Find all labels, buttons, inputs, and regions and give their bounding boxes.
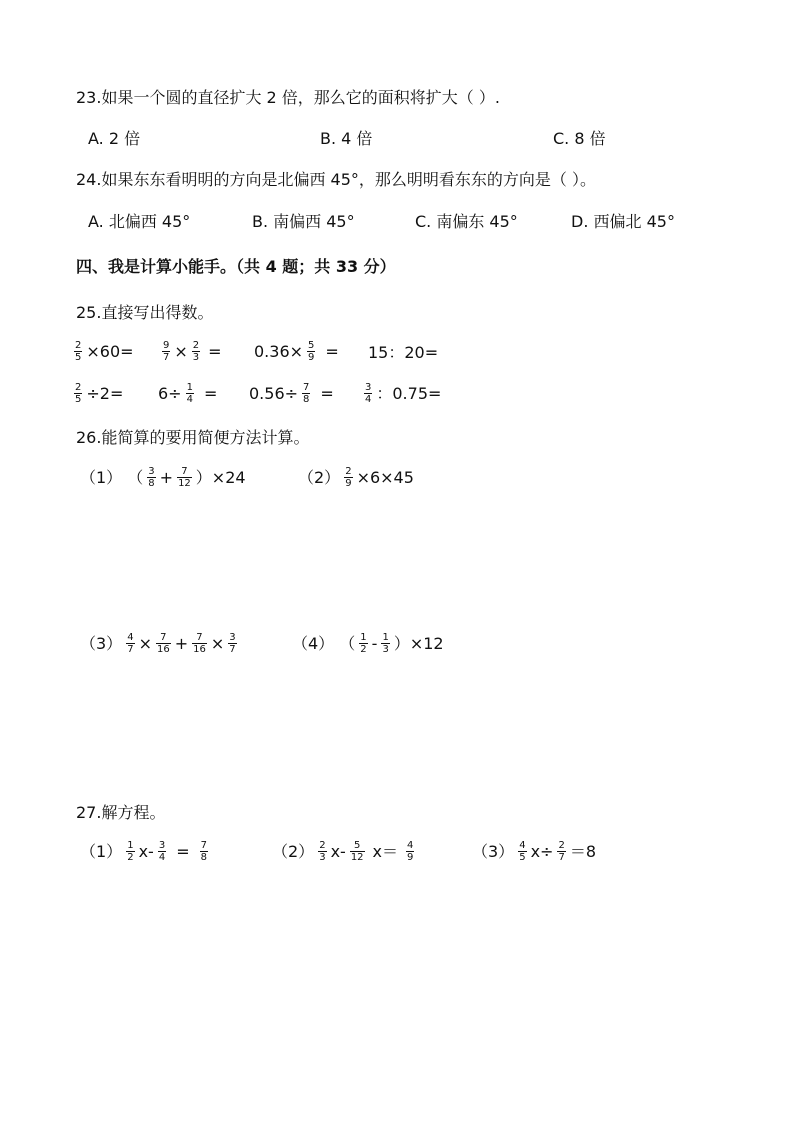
- fraction: $\frac{1}{2}$: [127, 840, 134, 863]
- fraction: $\frac{7}{16}$: [193, 632, 206, 655]
- question-23-stem: 23.如果一个圆的直径扩大 2 倍，那么它的面积将扩大（ ）.: [76, 88, 500, 107]
- q23-option-c: C. 8 倍: [553, 129, 606, 148]
- q23-option-a: A. 2 倍: [88, 129, 141, 148]
- fraction: $\frac{7}{16}$: [156, 632, 170, 655]
- fraction: $\frac{4}{9}$: [407, 840, 414, 863]
- question-26-title: 26.能简算的要用简便方法计算。: [76, 428, 310, 447]
- fraction: $\frac{7}{12}$: [178, 466, 191, 489]
- fraction: $\frac{2}{9}$: [345, 466, 352, 489]
- fraction: $\frac{1}{2}$: [360, 632, 367, 655]
- section-4-heading: 四、我是计算小能手。（共 4 题；共 33 分）: [76, 257, 396, 276]
- q26-problem-1: （1） （ $\frac{3}{8}$ + $\frac{7}{12}$ ）×24: [80, 466, 246, 489]
- q27-equation-2: （2） $\frac{2}{3}$ x- $\frac{5}{12}$ x＝ $\frac{4}{9}$: [272, 840, 414, 863]
- q26-problem-4: （4） （ $\frac{1}{2}$ - $\frac{1}{3}$ ）×12: [292, 632, 444, 655]
- question-25-title: 25.直接写出得数。: [76, 303, 214, 322]
- fraction: $\frac{1}{4}$: [186, 382, 193, 405]
- q24-option-b: B. 南偏西 45°: [252, 212, 355, 231]
- fraction: $\frac{1}{3}$: [382, 632, 389, 655]
- q27-equation-3: （3） $\frac{4}{5}$ x÷ $\frac{2}{7}$ ＝8: [472, 840, 596, 863]
- fraction: $\frac{4}{7}$: [127, 632, 134, 655]
- fraction: $\frac{3}{8}$: [148, 466, 155, 489]
- q24-option-c: C. 南偏东 45°: [415, 212, 518, 231]
- fraction: $\frac{7}{8}$: [303, 382, 310, 405]
- fraction: $\frac{5}{9}$: [308, 340, 315, 363]
- fraction: $\frac{9}{7}$: [163, 340, 170, 363]
- q25-item-2: $\frac{9}{7}$ × $\frac{2}{3}$ =: [163, 340, 222, 363]
- fraction: $\frac{2}{7}$: [558, 840, 565, 863]
- fraction: $\frac{5}{12}$: [350, 840, 364, 863]
- fraction: $\frac{3}{7}$: [229, 632, 236, 655]
- q25-item-7: 0.56÷ $\frac{7}{8}$ =: [249, 382, 334, 405]
- q26-problem-3: （3） $\frac{4}{7}$ × $\frac{7}{16}$ + $\frac{7}{16}$ × $\frac{3}{7}$: [80, 632, 236, 655]
- q24-option-a: A. 北偏西 45°: [88, 212, 191, 231]
- q25-item-4: 15：20=: [368, 343, 439, 362]
- q24-option-d: D. 西偏北 45°: [571, 212, 675, 231]
- fraction: $\frac{3}{4}$: [158, 840, 166, 863]
- q25-item-5: $\frac{2}{5}$ ÷2=: [75, 382, 124, 405]
- q23-option-b: B. 4 倍: [320, 129, 373, 148]
- fraction: $\frac{7}{8}$: [200, 840, 207, 863]
- question-24-stem: 24.如果东东看明明的方向是北偏西 45°，那么明明看东东的方向是（ ）。: [76, 170, 596, 189]
- fraction: $\frac{2}{5}$: [75, 382, 82, 405]
- q25-item-1: $\frac{2}{5}$ ×60=: [75, 340, 134, 363]
- q25-item-6: 6÷ $\frac{1}{4}$ =: [158, 382, 218, 405]
- q26-problem-2: （2） $\frac{2}{9}$ ×6×45: [298, 466, 414, 489]
- fraction: $\frac{2}{3}$: [319, 840, 326, 863]
- fraction: $\frac{2}{5}$: [75, 340, 82, 363]
- q25-item-8: $\frac{3}{4}$ ：0.75=: [365, 382, 442, 405]
- question-27-title: 27.解方程。: [76, 803, 166, 822]
- q27-equation-1: （1） $\frac{1}{2}$ x- $\frac{3}{4}$ = $\frac{7}{8}$: [80, 840, 207, 863]
- fraction: $\frac{2}{3}$: [192, 340, 200, 363]
- q25-item-3: 0.36× $\frac{5}{9}$ =: [254, 340, 339, 363]
- fraction: $\frac{4}{5}$: [519, 840, 526, 863]
- fraction: $\frac{3}{4}$: [365, 382, 372, 405]
